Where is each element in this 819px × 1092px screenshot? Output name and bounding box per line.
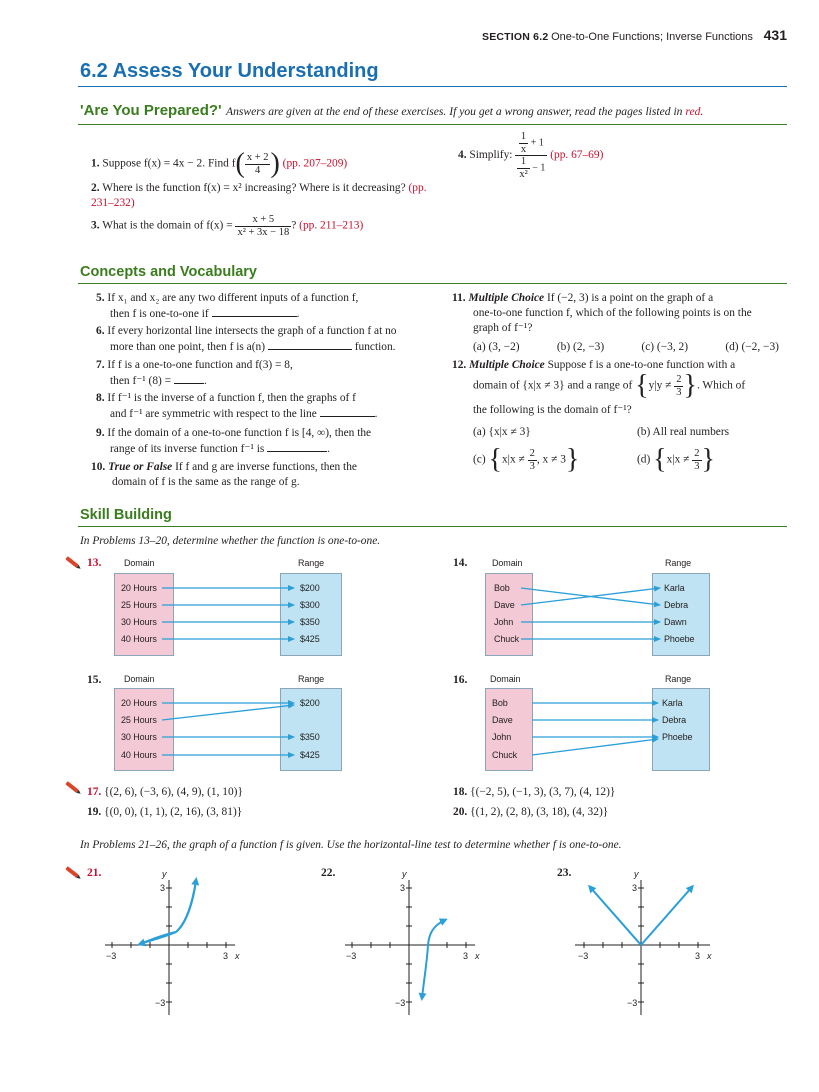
domain-item: 30 Hours [121, 617, 157, 627]
range-item: Karla [662, 698, 683, 708]
range-item: Karla [664, 583, 685, 593]
graph-22-curve [422, 945, 428, 998]
prepared-note: Answers are given at the end of these exercises. If you get a wrong answer, read the pages listed in red. [226, 105, 704, 118]
problem-1: 1. Suppose f(x) = 4x − 2. Find f( $\frac{x + 2}{4}$ ) (pp. 207–209) [91, 148, 348, 179]
problem-4: 4. Simplify: $\frac{1}{x}$ + 1 $\frac{1}{\text{x²}}$ − 1 (pp. 67–69) [458, 131, 604, 180]
range-item: $200 [300, 698, 320, 708]
section-topic: One-to-One Functions; Inverse Functions [551, 31, 753, 43]
problem-12: 12. Multiple Choice Suppose f is a one-to-one function with a [452, 359, 736, 371]
range-item: Dawn [664, 617, 687, 627]
option-c: (c) (−3, 2) [641, 341, 689, 353]
problem-22-number: 22. [321, 867, 336, 879]
graph-21-y-neg-tick: −3 [155, 998, 166, 1008]
problem-13-number: 13. [87, 557, 102, 569]
problem-3: 3. What is the domain of f(x) = $\frac{x + 5}{\text{x² + 3x − 18}}$ ? (pp. 211–213) [91, 214, 364, 238]
problem-2: 2. Where is the function f(x) = x² increasing? Where is it decreasing? (pp. 231–232) [91, 182, 427, 210]
graph-23-y-neg-tick: −3 [627, 998, 638, 1008]
graph-21-axes [105, 880, 235, 1015]
graph-21-y-tick: 3 [160, 883, 166, 893]
graph-21-x-label: x [235, 951, 240, 961]
graph-22-x-label: x [475, 951, 480, 961]
graph-23-x-tick: 3 [695, 951, 701, 961]
graph-22-axes [345, 880, 475, 1015]
range-item: $350 [300, 732, 320, 742]
domain-item: John [492, 732, 512, 742]
domain-label: Domain [490, 674, 521, 684]
graph-23-x-label: x [707, 951, 712, 961]
domain-label: Domain [124, 558, 155, 568]
problem-12-line2: domain of {x|x ≠ 3} and a range of {y|y ≠ $\frac{2}{3}$ }. Which of [473, 370, 746, 401]
problem-15-number: 15. [87, 674, 102, 686]
domain-item: Bob [492, 698, 508, 708]
graph-21-x-neg-tick: −3 [106, 951, 117, 961]
problem-16-number: 16. [453, 674, 468, 686]
prepared-heading: 'Are You Prepared?' [80, 102, 222, 119]
graph-21-curve [176, 880, 196, 932]
problem-5: 5. If x₁ and x₂ are any two different inputs of a function f, then f is one-to-one if . [96, 292, 359, 321]
domain-item: John [494, 617, 514, 627]
problem-12-option-c: (c) {x|x ≠ $\frac{2}{3}$ , x ≠ 3} [473, 444, 580, 475]
skill-instructions-1: In Problems 13–20, determine whether the function is one-to-one. [80, 535, 381, 547]
problem-10: 10. True or False If f and g are inverse functions, then the domain of f is the same as the range of g. [91, 461, 357, 489]
page-title: 6.2 Assess Your Understanding [80, 60, 379, 82]
range-item: $425 [300, 750, 320, 760]
problem-7: 7. If f is a one-to-one function and f(3) = 8, then f⁻¹ (8) = . [96, 359, 293, 388]
problem-12-option-b: (b) All real numbers [637, 426, 730, 438]
domain-item: 40 Hours [121, 634, 157, 644]
problem-8: 8. If f⁻¹ is the inverse of a function f, then the graphs of f and f⁻¹ are symmetric with respect to the line . [96, 392, 378, 421]
problem-12-option-d: (d) {x|x ≠ $\frac{2}{3}$ } [637, 444, 715, 475]
graph-23-x-neg-tick: −3 [578, 951, 589, 961]
domain-item: Chuck [494, 634, 520, 644]
graph-21-x-tick: 3 [223, 951, 229, 961]
range-item: Phoebe [664, 634, 695, 644]
graph-21-curve [140, 932, 176, 944]
problem-21-number: 21. [87, 867, 102, 879]
problem-23-number: 23. [557, 867, 572, 879]
graph-22-x-neg-tick: −3 [346, 951, 357, 961]
problem-6: 6. If every horizontal line intersects the graph of a function f at no more than one point, then f is a(n) function. [96, 325, 397, 354]
domain-item: 20 Hours [121, 698, 157, 708]
problem-19: 19. {(0, 0), (1, 1), (2, 16), (3, 81)} [87, 806, 243, 818]
option-b: (b) (2, −3) [556, 341, 605, 353]
problem-12-option-a: (a) {x|x ≠ 3} [473, 426, 531, 438]
graph-23-axes [575, 880, 710, 1015]
range-label: Range [665, 558, 692, 568]
problem-11: 11. Multiple Choice If (−2, 3) is a point on the graph of a one-to-one function f, which of the following points is on the graph of f⁻¹? [452, 292, 752, 335]
graph-22-curve [428, 920, 445, 945]
skill-instructions-2: In Problems 21–26, the graph of a function f is given. Use the horizontal-line test to determine whether f is one-to-one. [80, 839, 622, 851]
domain-label: Domain [492, 558, 523, 568]
range-label: Range [298, 674, 325, 684]
range-item: $425 [300, 634, 320, 644]
domain-label: Domain [124, 674, 155, 684]
graph-22-x-tick: 3 [463, 951, 469, 961]
problem-12-line3: the following is the domain of f⁻¹? [473, 404, 632, 416]
domain-item: Chuck [492, 750, 518, 760]
range-label: Range [298, 558, 325, 568]
option-d: (d) (−2, −3) [725, 341, 779, 353]
range-item: Debra [662, 715, 687, 725]
range-item: $350 [300, 617, 320, 627]
problem-9: 9. If the domain of a one-to-one function f is [4, ∞), then the range of its inverse function f⁻¹ is . [96, 427, 372, 456]
skill-heading: Skill Building [80, 507, 172, 523]
section-label: SECTION 6.2 [481, 31, 549, 43]
page-number: 431 [763, 27, 787, 43]
problem-14-number: 14. [453, 557, 468, 569]
graph-23-curve [590, 887, 641, 945]
domain-item: Bob [494, 583, 510, 593]
graph-22-y-neg-tick: −3 [395, 998, 406, 1008]
domain-item: 25 Hours [121, 600, 157, 610]
range-item: Debra [664, 600, 689, 610]
problem-17: 17. {(2, 6), (−3, 6), (4, 9), (1, 10)} [87, 786, 243, 798]
domain-item: 30 Hours [121, 732, 157, 742]
graph-22-y-tick: 3 [400, 883, 406, 893]
problem-18: 18. {(−2, 5), (−1, 3), (3, 7), (4, 12)} [453, 786, 616, 798]
graph-23-curve [641, 887, 692, 945]
graph-23-y-label: y [634, 869, 639, 879]
concepts-heading: Concepts and Vocabulary [80, 264, 257, 280]
option-a: (a) (3, −2) [473, 341, 520, 353]
range-item: $200 [300, 583, 320, 593]
range-item: $300 [300, 600, 320, 610]
domain-item: 25 Hours [121, 715, 157, 725]
graph-23-y-tick: 3 [632, 883, 638, 893]
domain-item: 40 Hours [121, 750, 157, 760]
graph-22-y-label: y [402, 869, 407, 879]
problem-20: 20. {(1, 2), (2, 8), (3, 18), (4, 32)} [453, 806, 609, 818]
domain-item: Dave [494, 600, 515, 610]
range-item: Phoebe [662, 732, 693, 742]
range-label: Range [665, 674, 692, 684]
domain-item: Dave [492, 715, 513, 725]
graph-21-y-label: y [162, 869, 167, 879]
domain-item: 20 Hours [121, 583, 157, 593]
